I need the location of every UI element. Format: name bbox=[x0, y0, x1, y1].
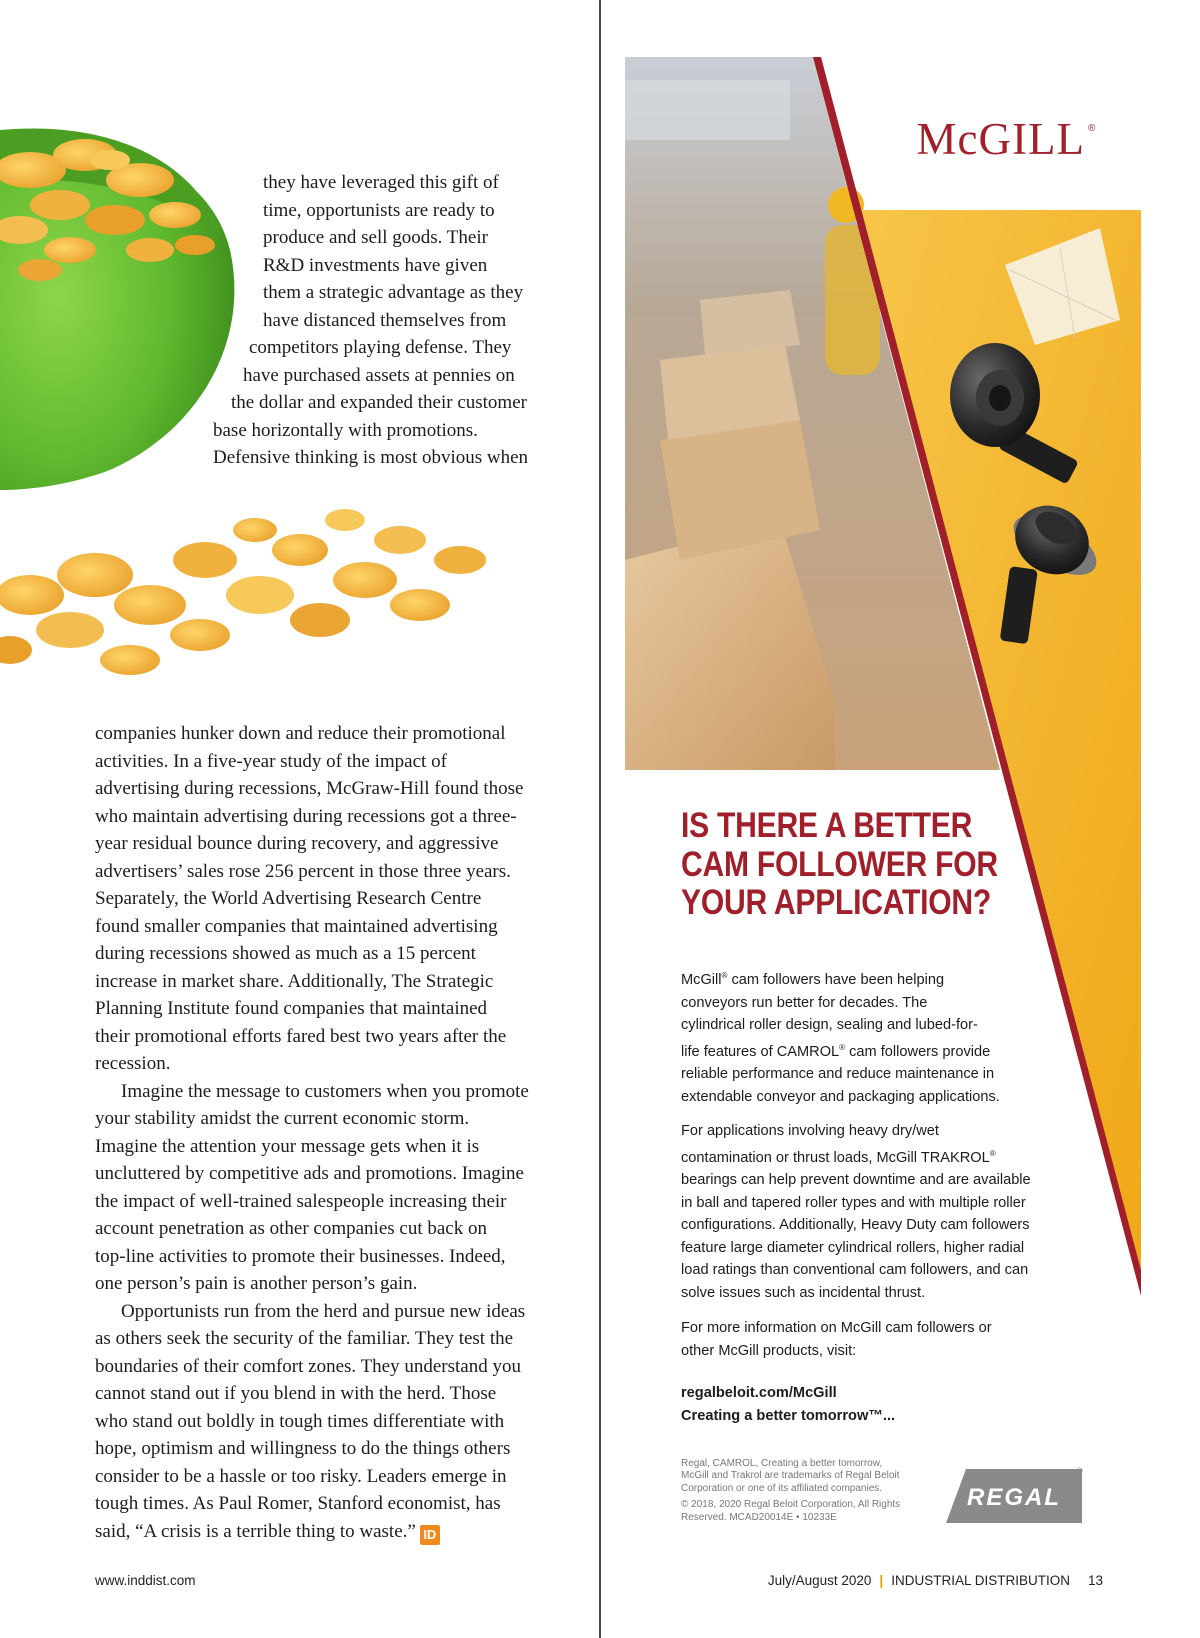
article-line: hope, optimism and willingness to do the things others bbox=[95, 1438, 511, 1459]
article-line: advertising during recessions, McGraw-Hill found those bbox=[95, 778, 524, 799]
legal-line: McGill and Trakrol are trademarks of Regal Beloit bbox=[681, 1470, 900, 1482]
article-line: said, “A crisis is a terrible thing to waste.” bbox=[95, 1520, 416, 1542]
article-line: as others seek the security of the familiar. They test the bbox=[95, 1328, 514, 1349]
article-line: them a strategic advantage as they bbox=[263, 282, 524, 303]
article-line: your stability amidst the current economic storm. bbox=[95, 1108, 470, 1129]
ad-line: solve issues such as incidental thrust. bbox=[681, 1284, 926, 1301]
ad-line: load ratings than conventional cam followers, and can bbox=[681, 1262, 1029, 1278]
article-line: the impact of well-trained salespeople increasing their bbox=[95, 1190, 507, 1212]
loose-cereal-flakes bbox=[0, 509, 486, 675]
article-line: boundaries of their comfort zones. They understand you bbox=[95, 1355, 521, 1377]
article-line: R&D investments have given bbox=[263, 254, 488, 276]
article-line: year residual bounce during recovery, and aggressive bbox=[95, 833, 499, 854]
ad-line: contamination or thrust loads, McGill TRAKROL® bbox=[681, 1148, 996, 1166]
article-line: companies hunker down and reduce their promotional bbox=[95, 723, 506, 744]
ad-line: bearings can help prevent downtime and are available bbox=[681, 1172, 1031, 1188]
ad-line: feature large diameter cylindrical rollers, higher radial bbox=[681, 1239, 1025, 1256]
ad-legal-notice bbox=[681, 1458, 941, 1524]
article-line: the dollar and expanded their customer bbox=[231, 392, 527, 413]
article-line: recession. bbox=[95, 1053, 171, 1074]
article-line: found smaller companies that maintained advertising bbox=[95, 915, 498, 937]
end-of-article-icon: ID bbox=[420, 1525, 440, 1545]
article-line: time, opportunists are ready to bbox=[263, 199, 495, 221]
ad-paragraph-2 bbox=[681, 1120, 1061, 1304]
ad-line: extendable conveyor and packaging applications. bbox=[681, 1088, 1000, 1105]
ad-line: McGill® cam followers have been helping bbox=[681, 971, 945, 988]
article-line: uncluttered by competitive ads and promotions. Imagine bbox=[95, 1163, 524, 1184]
article-line: have distanced themselves from bbox=[263, 309, 507, 331]
ad-line: For more information on McGill cam followers or bbox=[681, 1320, 992, 1336]
footer-separator: | bbox=[879, 1573, 884, 1588]
article-line-last bbox=[95, 1518, 575, 1546]
article-line: during recessions showed as much as a 15 percent bbox=[95, 943, 476, 964]
article-line: Imagine the attention your message gets when it is bbox=[95, 1135, 480, 1157]
ad-headline-line: CAM FOLLOWER FOR bbox=[681, 844, 998, 884]
svg-text:®: ® bbox=[1088, 123, 1096, 134]
ad-line: cylindrical roller design, sealing and lubed-for- bbox=[681, 1017, 978, 1033]
article-line: produce and sell goods. Their bbox=[263, 227, 488, 248]
ad-headline-line: YOUR APPLICATION? bbox=[681, 883, 991, 922]
article-line: who maintain advertising during recessions got a three- bbox=[95, 805, 517, 827]
ad-line: life features of CAMROL® cam followers provide bbox=[681, 1042, 991, 1060]
article-line: their promotional efforts fared best two years after the bbox=[95, 1025, 507, 1047]
ad-tagline: Creating a better tomorrow™... bbox=[681, 1407, 896, 1424]
regal-logo-icon bbox=[946, 1466, 1083, 1523]
page-number: 13 bbox=[1087, 1573, 1103, 1588]
article-line: Defensive thinking is most obvious when bbox=[213, 447, 529, 468]
article-wrap-text bbox=[0, 169, 580, 472]
article-line: tough times. As Paul Romer, Stanford economist, has bbox=[95, 1493, 501, 1514]
svg-text:®: ® bbox=[1076, 1466, 1083, 1476]
article-line: activities. In a five-year study of the impact of bbox=[95, 750, 447, 772]
article-line: consider to be a hassle or too risky. Leaders emerge in bbox=[95, 1465, 507, 1487]
legal-line: Corporation or one of its affiliated companies. bbox=[681, 1482, 883, 1494]
ad-headline bbox=[681, 807, 1008, 923]
ad-line: conveyors run better for decades. The bbox=[681, 994, 928, 1011]
article-line: one person’s pain is another person’s gain. bbox=[95, 1273, 418, 1294]
article-line: increase in market share. Additionally, The Strategic bbox=[95, 970, 494, 992]
footer-folio bbox=[768, 1573, 1103, 1588]
article-line: account penetration as other companies cut back on bbox=[95, 1218, 487, 1239]
footer-issue: July/August 2020 bbox=[767, 1573, 872, 1588]
article-line: advertisers’ sales rose 256 percent in those three years. bbox=[95, 860, 511, 882]
mcgill-logo-icon bbox=[917, 114, 1096, 164]
article-line: Separately, the World Advertising Research Centre bbox=[95, 888, 482, 909]
footer-publication: INDUSTRIAL DISTRIBUTION bbox=[891, 1573, 1070, 1588]
article-line: competitors playing defense. They bbox=[249, 337, 512, 358]
article-line: they have leveraged this gift of bbox=[263, 172, 499, 193]
svg-text:REGAL: REGAL bbox=[967, 1484, 1061, 1511]
ad-line: For applications involving heavy dry/wet bbox=[681, 1123, 939, 1139]
legal-line: Regal, CAMROL, Creating a better tomorrow, bbox=[681, 1458, 883, 1469]
article-line: base horizontally with promotions. bbox=[213, 419, 478, 441]
svg-text:McGILL: McGILL bbox=[916, 114, 1085, 164]
ad-line: reliable performance and reduce maintenance in bbox=[681, 1066, 995, 1082]
ad-url-link[interactable]: regalbeloit.com/McGill bbox=[681, 1385, 837, 1401]
article-line: Imagine the message to customers when you promote bbox=[121, 1080, 529, 1102]
legal-line: Reserved. MCAD20014E • 10233E bbox=[681, 1511, 837, 1523]
article-line: who stand out boldly in tough times differentiate with bbox=[95, 1410, 505, 1432]
footer-website[interactable]: www.inddist.com bbox=[95, 1573, 196, 1588]
article-body bbox=[95, 720, 575, 1545]
article-line: Planning Institute found companies that maintained bbox=[95, 998, 488, 1019]
article-line: have purchased assets at pennies on bbox=[243, 364, 515, 386]
ad-paragraph-3 bbox=[681, 1317, 1061, 1362]
article-line: cannot stand out if you blend in with the herd. Those bbox=[95, 1383, 497, 1404]
ad-call-to-action bbox=[681, 1382, 1061, 1427]
ad-line: configurations. Additionally, Heavy Duty cam followers bbox=[681, 1217, 1030, 1233]
legal-line: © 2018, 2020 Regal Beloit Corporation, All Rights bbox=[681, 1499, 901, 1511]
article-line: top-line activities to promote their businesses. Indeed, bbox=[95, 1245, 506, 1267]
ad-line: in ball and tapered roller types and with multiple roller bbox=[681, 1194, 1026, 1211]
article-line: Opportunists run from the herd and pursue new ideas bbox=[121, 1300, 526, 1322]
ad-headline-line: IS THERE A BETTER bbox=[681, 806, 973, 845]
ad-paragraph-1 bbox=[681, 965, 1061, 1108]
ad-line: other McGill products, visit: bbox=[681, 1342, 857, 1359]
